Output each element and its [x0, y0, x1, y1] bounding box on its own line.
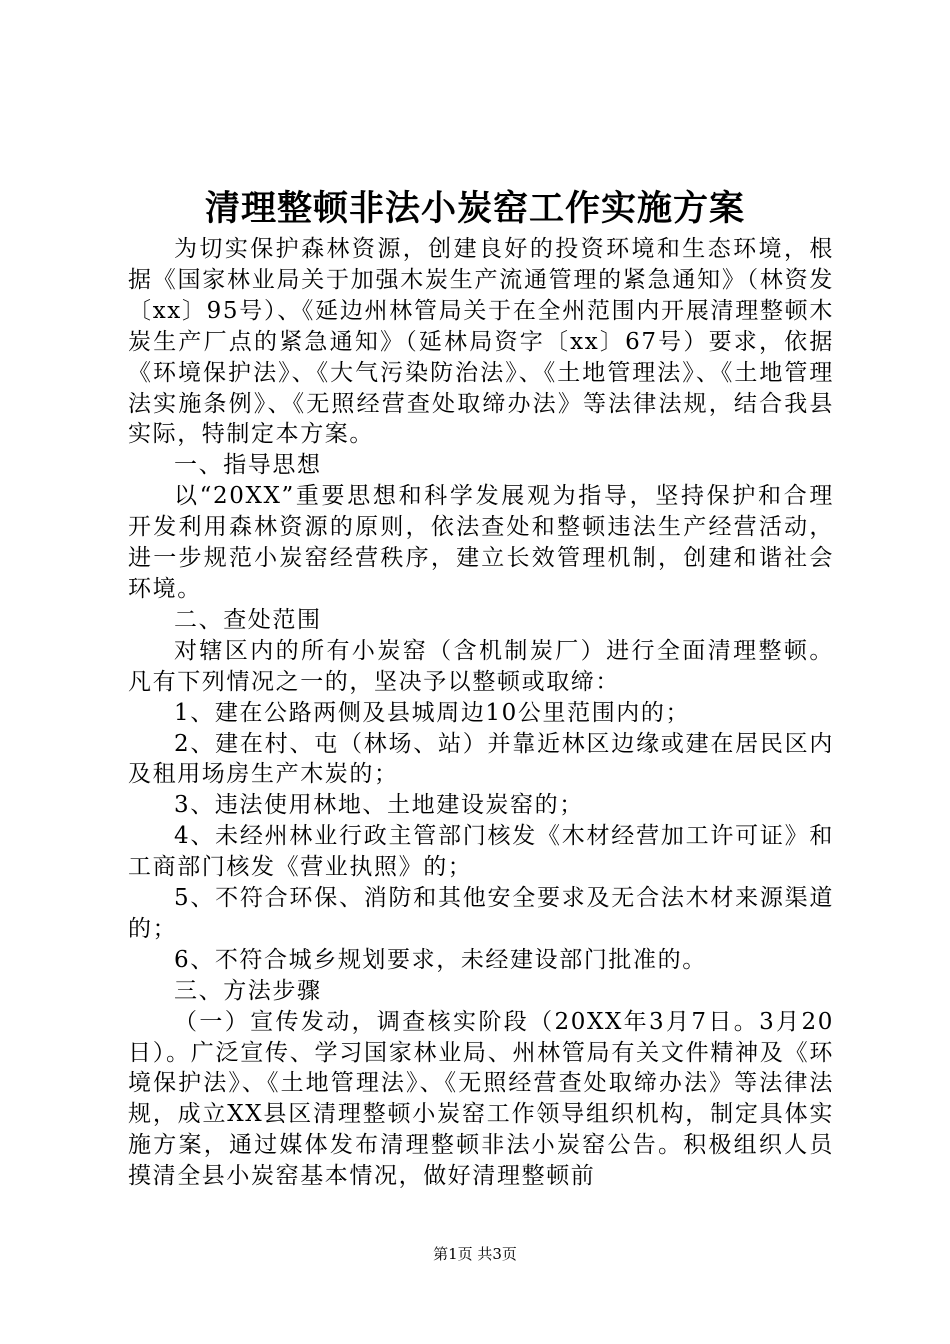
scope-item-5: 5、不符合环保、消防和其他安全要求及无合法木材来源渠道的；	[128, 885, 834, 942]
steps-paragraph-1: （一）宣传发动，调查核实阶段（20XX年3月7日。3月20日）。广泛宣传、学习国家林业局、州林管局有关文件精神及《环境保护法》、《土地管理法》、《无照经营查处取缔办法》等法律法规，成立XX县区清理整顿小炭窑工作领导组织机构，制定具体实施方案，通过媒体发布清理整顿非法小炭窑公告。积极组织人员摸清全县小炭窑基本情况，做好清理整顿前	[128, 1008, 834, 1190]
guiding-ideology-paragraph: 以“20XX”重要思想和科学发展观为指导，坚持保护和合理开发利用森林资源的原则，依法查处和整顿违法生产经营活动，进一步规范小炭窑经营秩序，建立长效管理机制，创建和谐社会环境。	[128, 483, 834, 602]
scope-item-1: 1、建在公路两侧及县城周边10公里范围内的；	[174, 699, 691, 726]
scope-item-3: 3、违法使用林地、土地建设炭窑的；	[174, 792, 584, 819]
document-body	[128, 234, 834, 1192]
page-footer: 第1页 共3页	[433, 1245, 517, 1263]
scope-item-4: 4、未经州林业行政主管部门核发《木材经营加工许可证》和工商部门核发《营业执照》的；	[128, 823, 834, 881]
section-heading-steps: 三、方法步骤	[174, 977, 322, 1004]
scope-paragraph: 对辖区内的所有小炭窑（含机制炭厂）进行全面清理整顿。凡有下列情况之一的，坚决予以整顿或取缔：	[128, 637, 834, 695]
scope-item-2: 2、建在村、屯（林场、站）并靠近林区边缘或建在居民区内及租用场房生产木炭的；	[128, 730, 834, 788]
document-title: 清理整顿非法小炭窑工作实施方案	[204, 188, 745, 229]
section-heading-guiding-ideology: 一、指导思想	[174, 452, 322, 479]
section-heading-scope: 二、查处范围	[174, 606, 322, 633]
intro-paragraph: 为切实保护森林资源，创建良好的投资环境和生态环境，根据《国家林业局关于加强木炭生产流通管理的紧急通知》（林资发〔xx〕95号）、《延边州林管局关于在全州范围内开展清理整顿木炭生产厂点的紧急通知》（延林局资字〔xx〕67号）要求，依据《环境保护法》、《大气污染防治法》、《土地管理法》、《土地管理法实施条例》、《无照经营查处取缔办法》等法律法规，结合我县实际，特制定本方案。	[128, 236, 834, 448]
scope-item-6: 6、不符合城乡规划要求，未经建设部门批准的。	[174, 946, 707, 973]
